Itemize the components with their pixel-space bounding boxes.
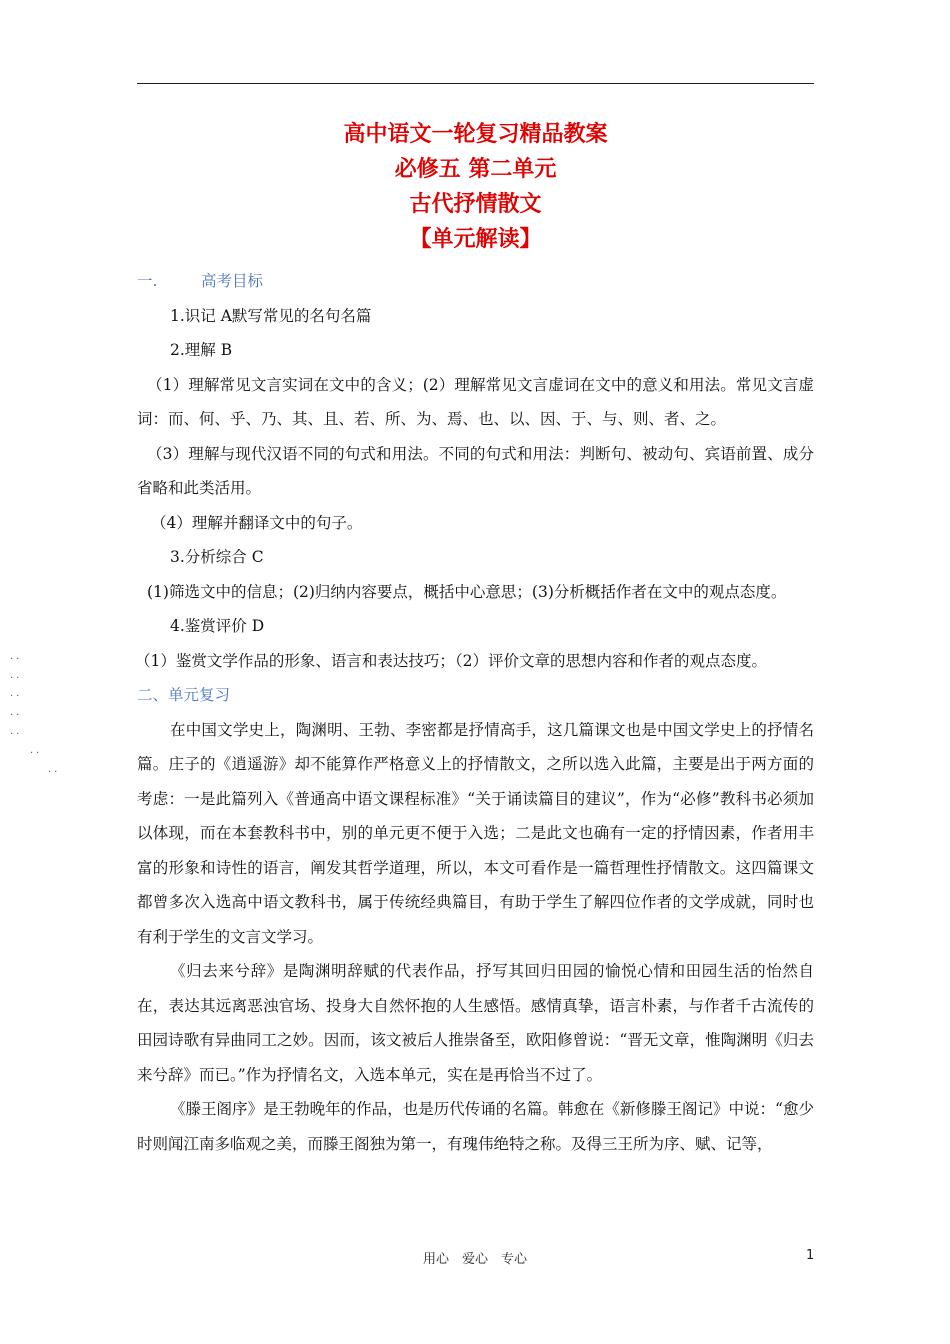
subtitle-unit: 必修五 第二单元: [394, 157, 557, 182]
page-number: 1: [806, 1248, 815, 1263]
section-heading-goals: [137, 264, 814, 299]
paragraph: 《归去来兮辞》是陶渊明辞赋的代表作品，抒写其回归田园的愉悦心情和田园生活的怡然自在，表达其远离恶浊官场、投身大自然怀抱的人生感悟。感情真挚，语言朴素，与作者千古流传的田园诗歌有异曲同工之妙。因而，该文被后人推崇备至，欧阳修曾说：“晋无文章，惟陶渊明《归去来兮辞》而已。”作为抒情名文，入选本单元，实在是再恰当不过了。: [137, 962, 814, 1084]
goal-item-3-1: (1)筛选文中的信息；(2)归纳内容要点，概括中心意思；(3)分析概括作者在文中的观点态度。: [147, 582, 787, 601]
dot-mark: · ·: [48, 767, 59, 778]
section-heading-review: 二、单元复习: [137, 686, 231, 704]
goal-item-2: 2.理解 B: [170, 341, 233, 359]
dot-mark: · ·: [10, 691, 21, 702]
goal-item-2-1: （1）理解常见文言实词在文中的含义；(2）理解常见文言虚词在文中的意义和用法。常见文言虚词：而、何、乎、乃、其、且、若、所、为、焉、也、以、因、于、与、则、者、之。: [137, 375, 814, 428]
goal-item-3: 3.分析综合 C: [170, 548, 264, 566]
footer-motto: 用心 爱心 专心: [422, 1252, 527, 1267]
paragraph: 《滕王阁序》是王勃晚年的作品，也是历代传诵的名篇。韩愈在《新修滕王阁记》中说：“愈少时则闻江南多临观之美，而滕王阁独为第一，有瑰伟绝特之称。及得三王所为序、赋、记等，: [137, 1100, 814, 1153]
dot-mark: · ·: [10, 673, 21, 684]
section-label: 高考目标: [201, 272, 264, 290]
goal-item-1: 1.识记 A默写常见的名句名篇: [170, 306, 372, 325]
goal-item-4: 4.鉴赏评价 D: [170, 617, 265, 635]
dot-mark: · ·: [30, 748, 41, 759]
paragraph: 在中国文学史上，陶渊明、王勃、李密都是抒情高手，这几篇课文也是中国文学史上的抒情名篇。庄子的《逍遥游》却不能算作严格意义上的抒情散文，之所以选入此篇，主要是出于两方面的考虑：一是此篇列入《普通高中语文课程标准》“关于诵读篇目的建议”，作为“必修”教科书必须加以体现，而在本套教科书中，别的单元更不便于入选；二是此文也确有一定的抒情因素，作者用丰富的形象和诗性的语言，阐发其哲学道理，所以，本文可看作是一篇哲理性抒情散文。这四篇课文都曾多次入选高中语文教科书，属于传统经典篇目，有助于学生了解四位作者的文学成就，同时也有利于学生的文言文学习。: [137, 720, 814, 946]
goal-item-2-3: （3）理解与现代汉语不同的句式和用法。不同的句式和用法：判断句、被动句、宾语前置、成分省略和此类活用。: [137, 444, 814, 497]
section-number: 一.: [137, 272, 158, 290]
header-rule: [137, 83, 814, 84]
subtitle-section: 【单元解读】: [409, 227, 542, 252]
main-title: 高中语文一轮复习精品教案: [343, 122, 608, 147]
dot-mark: · ·: [10, 710, 21, 721]
dot-mark: · ·: [10, 729, 21, 740]
title-block: [137, 117, 814, 257]
dot-mark: · ·: [10, 654, 21, 665]
goal-item-2-4: （4）理解并翻译文中的句子。: [151, 513, 363, 532]
goal-item-4-1: （1）鉴赏文学作品的形象、语言和表达技巧；（2）评价文章的思想内容和作者的观点态度。: [135, 651, 767, 670]
document-body: [137, 264, 814, 1161]
subtitle-topic: 古代抒情散文: [409, 192, 542, 217]
